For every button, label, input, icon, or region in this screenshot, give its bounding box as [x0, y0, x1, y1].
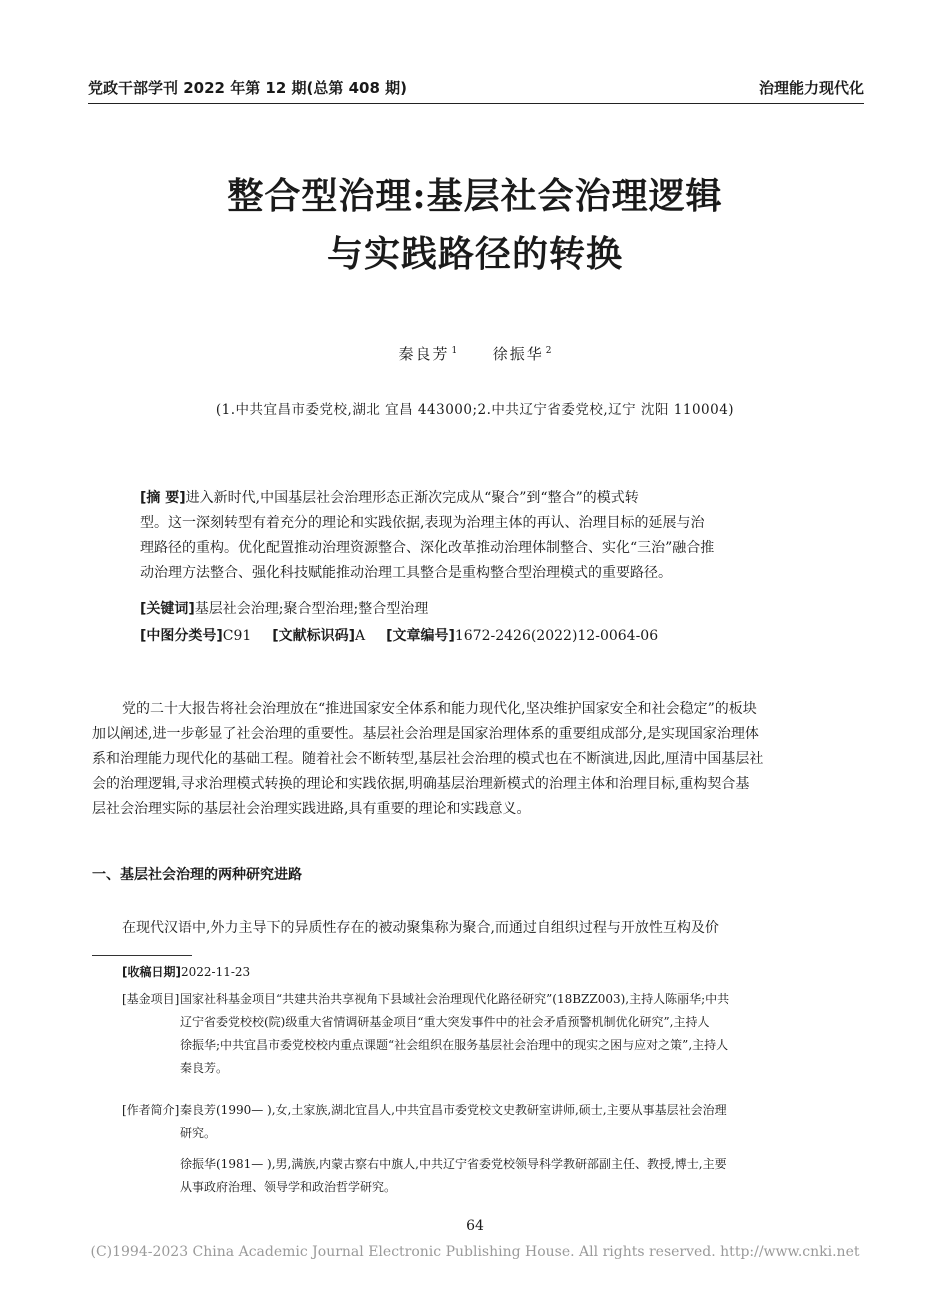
- abstract-text-1: 进入新时代,中国基层社会治理形态正渐次完成从“聚合”到“整合”的模式转: [185, 490, 639, 506]
- section-first-line: [92, 916, 864, 941]
- author-2: 徐振华: [492, 345, 544, 363]
- article-number-label: [文章编号]: [386, 628, 455, 644]
- keywords: 基层社会治理;聚合型治理;整合型治理: [194, 601, 429, 617]
- article-title-line-1: 整合型治理:基层社会治理逻辑: [227, 175, 723, 217]
- header-rule: [88, 103, 864, 104]
- fund-line-1: 国家社科基金项目“共建共治共享视角下县域社会治理现代化路径研究”(18BZZ003),主持人陈丽华;中共: [180, 992, 730, 1006]
- abstract-label: [摘 要]: [140, 490, 186, 506]
- page-number: 64: [466, 1218, 484, 1234]
- received-date: 2022-11-23: [180, 965, 251, 979]
- abstract-line-3: 理路径的重构。优化配置推动治理资源整合、深化改革推动治理体制整合、实化“三治”融合推: [140, 540, 715, 556]
- author-bio-line-1: 秦良芳(1990— ),女,土家族,湖北宜昌人,中共宜昌市委党校文史教研室讲师,硕士,主要从事基层社会治理: [180, 1103, 727, 1117]
- intro-line-2: 加以阐述,进一步彰显了社会治理的重要性。基层社会治理是国家治理体系的重要组成部分,是实现国家治理体: [92, 726, 759, 742]
- classification-line: [140, 624, 812, 649]
- clc-value: C91: [222, 628, 252, 644]
- intro-line-4: 会的治理逻辑,寻求治理模式转换的理论和实践依据,明确基层治理新模式的治理主体和治理目标,重构契合基: [92, 776, 750, 792]
- journal-header: 党政干部学刊 2022 年第 12 期(总第 408 期): [88, 79, 407, 97]
- abstract-line-4: 动治理方法整合、强化科技赋能推动治理工具整合是重构整合型治理模式的重要路径。: [140, 565, 672, 581]
- doc-code-label: [文献标识码]: [272, 628, 356, 644]
- abstract-line-1: [140, 486, 812, 511]
- footnote-rule: [92, 955, 192, 956]
- affiliation: (1.中共宜昌市委党校,湖北 宜昌 443000;2.中共辽宁省委党校,辽宁 沈阳 110004): [215, 402, 735, 418]
- author-bio-line-3: 徐振华(1981— ),男,满族,内蒙古察右中旗人,中共辽宁省委党校领导科学教研部副主任、教授,博士,主要: [180, 1157, 727, 1171]
- author-1-mark: 1: [451, 346, 458, 356]
- copyright-notice: (C)1994-2023 China Academic Journal Electronic Publishing House. All rights reserved. http://www.cnki.net: [90, 1244, 860, 1260]
- abstract-line-2: 型。这一深刻转型有着充分的理论和实践依据,表现为治理主体的再认、治理目标的延展与治: [140, 515, 705, 531]
- intro-line-1: [92, 697, 864, 722]
- article-title-line-2: 与实践路径的转换: [326, 233, 623, 275]
- doc-code-value: A: [355, 628, 366, 644]
- received-line: [122, 961, 250, 984]
- fund-line-4: 秦良芳。: [180, 1061, 229, 1075]
- author-bio-line-2: 研究。: [180, 1126, 217, 1140]
- fund-line-2: 辽宁省委党校校(院)级重大省情调研基金项目“重大突发事件中的社会矛盾预警机制优化研究”,主持人: [180, 1015, 710, 1029]
- intro-line-5: 层社会治理实际的基层社会治理实践进路,具有重要的理论和实践意义。: [92, 801, 531, 817]
- author-bio-line-4: 从事政府治理、领导学和政治哲学研究。: [180, 1180, 397, 1194]
- intro-text-1: 党的二十大报告将社会治理放在“推进国家安全体系和能力现代化,坚决维护国家安全和社会稳定”的板块: [122, 701, 757, 717]
- section-heading: 一、基层社会治理的两种研究进路: [92, 867, 302, 883]
- section-text-1: 在现代汉语中,外力主导下的异质性存在的被动聚集称为聚合,而通过自组织过程与开放性互构及价: [122, 920, 719, 936]
- article-number-value: 1672-2426(2022)12-0064-06: [454, 628, 659, 644]
- fund-line-3: 徐振华;中共宜昌市委党校校内重点课题“社会组织在服务基层社会治理中的现实之困与应对之策”,主持人: [180, 1038, 729, 1052]
- author-bio-label: [作者简介]: [122, 1103, 180, 1117]
- received-label: [收稿日期]: [122, 965, 181, 979]
- keywords-label: [关键词]: [140, 601, 195, 617]
- authors: [0, 343, 950, 364]
- intro-line-3: 系和治理能力现代化的基础工程。随着社会不断转型,基层社会治理的模式也在不断演进,因此,厘清中国基层社: [92, 751, 764, 767]
- author-1: 秦良芳: [398, 345, 450, 363]
- fund-label: [基金项目]: [122, 992, 180, 1006]
- column-name: 治理能力现代化: [758, 79, 864, 97]
- clc-label: [中图分类号]: [140, 628, 223, 644]
- keywords-line: [140, 597, 812, 622]
- author-2-mark: 2: [545, 346, 552, 356]
